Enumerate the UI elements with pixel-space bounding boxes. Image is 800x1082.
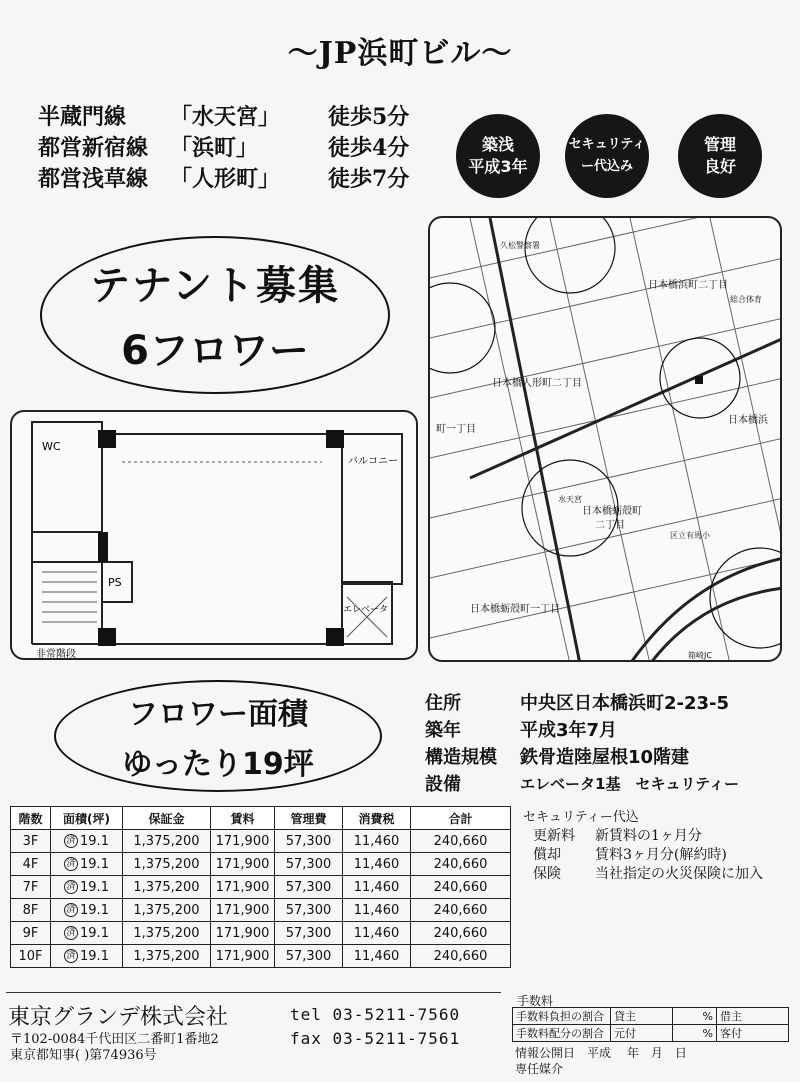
table-cell: 11,460: [343, 945, 411, 968]
notes-value: 新賃料の1ヶ月分: [595, 828, 702, 844]
fee-table: [512, 1007, 789, 1042]
table-cell: 240,660: [411, 945, 511, 968]
company-name: 東京グランデ株式会社: [8, 1005, 229, 1030]
table-cell: 240,660: [411, 922, 511, 945]
column-header: 消費税: [343, 807, 411, 830]
contracted-mark: 済: [64, 880, 78, 894]
badge-text: 良好: [703, 157, 736, 176]
info-key: 構造規模: [425, 747, 497, 768]
publication-block: [515, 1045, 687, 1077]
badge-management: [678, 114, 762, 198]
table-cell: 3F: [11, 830, 51, 853]
table-cell: 57,300: [275, 830, 343, 853]
info-key: 住所: [425, 693, 461, 714]
tenant-floors: 6フロワー: [121, 328, 309, 374]
table-cell: 171,900: [211, 945, 275, 968]
contracted-mark: 済: [64, 903, 78, 917]
table-cell: 11,460: [343, 899, 411, 922]
plan-label-stairs: 非常階段: [36, 649, 76, 660]
publication-date: 情報公開日 平成 年 月 日: [515, 1046, 687, 1060]
area-heading: フロワー面積: [128, 697, 308, 732]
map-label: 日本橋人形町二丁目: [492, 378, 582, 389]
table-cell: 57,300: [275, 945, 343, 968]
table-cell: 1,375,200: [123, 945, 211, 968]
area-oval: [54, 680, 382, 792]
area-map: [428, 216, 782, 662]
area-value: 19.1: [80, 856, 109, 872]
table-cell: 10F: [11, 945, 51, 968]
plan-label-ps: PS: [108, 576, 122, 589]
fee-cell: 借主: [717, 1008, 789, 1025]
map-label: 区立有馬小: [670, 531, 710, 540]
table-row: [11, 853, 511, 876]
table-cell: 240,660: [411, 876, 511, 899]
table-cell: 11,460: [343, 830, 411, 853]
table-row: [11, 899, 511, 922]
contact-block: [290, 1003, 460, 1051]
badge-text: 管理: [703, 135, 736, 154]
info-value: エレベータ1基 セキュリティー: [520, 775, 739, 793]
map-label: 二丁目: [595, 520, 625, 531]
table-cell: [51, 945, 123, 968]
fee-cell: 貸主: [611, 1008, 673, 1025]
area-value: 19.1: [80, 948, 109, 964]
info-row: [425, 744, 739, 771]
table-row: [11, 876, 511, 899]
column-header: 管理費: [275, 807, 343, 830]
notes-key: 償却: [533, 847, 561, 863]
map-label: 日本橋浜: [728, 415, 768, 426]
badge-text: 築浅: [481, 135, 514, 154]
map-label: 水天宮: [558, 495, 582, 504]
station-row: [38, 133, 409, 164]
info-key: 築年: [425, 720, 461, 741]
station-row: [38, 164, 409, 195]
floor-plan: [10, 410, 418, 660]
map-label: 日本橋蛎殻町: [582, 506, 642, 517]
contracted-mark: 済: [64, 926, 78, 940]
company-address: 〒102-0084千代田区二番町1番地2: [10, 1032, 219, 1047]
area-value: 19.1: [80, 833, 109, 849]
notes-row: [523, 827, 763, 846]
plan-label-balcony: バルコニー: [348, 456, 398, 467]
contracted-mark: 済: [64, 949, 78, 963]
tenant-heading: テナント募集: [90, 263, 340, 309]
station-walk: 徒歩7分: [328, 166, 410, 192]
fee-cell: %: [673, 1008, 717, 1025]
table-cell: [51, 853, 123, 876]
table-header-row: [11, 807, 511, 830]
notes-key: 保険: [533, 866, 561, 882]
terms-notes: [523, 808, 763, 884]
table-cell: 8F: [11, 899, 51, 922]
column-header: 階数: [11, 807, 51, 830]
table-cell: 240,660: [411, 899, 511, 922]
station-list: [38, 102, 409, 195]
property-info: [425, 690, 739, 798]
table-cell: 171,900: [211, 922, 275, 945]
area-value: 19.1: [80, 879, 109, 895]
notes-row: [523, 865, 763, 884]
table-cell: 1,375,200: [123, 853, 211, 876]
table-cell: 171,900: [211, 899, 275, 922]
station-name: 「人形町」: [170, 166, 281, 192]
plan-label-wc: WC: [42, 440, 61, 453]
info-key: 設備: [425, 774, 461, 795]
area-size: ゆったり19坪: [122, 747, 314, 782]
plan-label-elevator: エレベータ: [343, 605, 389, 615]
station-row: [38, 102, 409, 133]
floor-plan-drawing: [12, 412, 418, 660]
fee-row: [513, 1025, 789, 1042]
contracted-mark: 済: [64, 857, 78, 871]
rent-table: [10, 806, 511, 968]
notes-header: セキュリティー代込: [523, 810, 639, 825]
map-label: 総合体育: [730, 295, 762, 304]
badge-text: 平成3年: [468, 157, 528, 176]
table-cell: 57,300: [275, 853, 343, 876]
tel-number: tel 03-5211-7560: [290, 1005, 461, 1024]
area-value: 19.1: [80, 925, 109, 941]
map-label: 日本橋蛎殻町一丁目: [470, 604, 560, 615]
area-map-drawing: [430, 218, 782, 662]
badge-built: [456, 114, 540, 198]
table-cell: 1,375,200: [123, 922, 211, 945]
station-walk: 徒歩4分: [328, 135, 410, 161]
tenant-oval: [40, 236, 390, 394]
badge-text: ー代込み: [580, 159, 633, 174]
station-line: 都営浅草線: [38, 166, 149, 192]
info-row: [425, 771, 739, 798]
fee-label: 手数料配分の割合: [513, 1025, 611, 1042]
station-line: 半蔵門線: [38, 104, 127, 130]
table-cell: [51, 830, 123, 853]
table-cell: 171,900: [211, 830, 275, 853]
info-value: 平成3年7月: [520, 720, 618, 741]
info-row: [425, 690, 739, 717]
badge-text: セキュリティ: [568, 137, 646, 152]
table-cell: [51, 899, 123, 922]
table-cell: 11,460: [343, 853, 411, 876]
table-row: [11, 830, 511, 853]
table-cell: 171,900: [211, 853, 275, 876]
area-value: 19.1: [80, 902, 109, 918]
map-label: 町一丁目: [436, 424, 476, 435]
column-header: 保証金: [123, 807, 211, 830]
fee-cell: %: [673, 1025, 717, 1042]
info-row: [425, 717, 739, 744]
table-cell: 11,460: [343, 876, 411, 899]
fee-cell: 客付: [717, 1025, 789, 1042]
column-header: 合計: [411, 807, 511, 830]
table-cell: 57,300: [275, 899, 343, 922]
fax-number: fax 03-5211-7561: [290, 1029, 461, 1048]
page-title: ～JP浜町ビル～: [287, 36, 513, 71]
column-header: 面積(坪): [51, 807, 123, 830]
company-address-block: [10, 1032, 219, 1064]
table-cell: 11,460: [343, 922, 411, 945]
map-label: 箱崎JC: [688, 651, 712, 660]
info-value: 鉄骨造陸屋根10階建: [520, 747, 690, 768]
table-cell: 1,375,200: [123, 830, 211, 853]
table-cell: 1,375,200: [123, 899, 211, 922]
notes-value: 賃料3ヶ月分(解約時): [595, 847, 727, 863]
badge-security: [565, 114, 649, 198]
fee-label: 手数料負担の割合: [513, 1008, 611, 1025]
company-license: 東京都知事( )第74936号: [10, 1048, 157, 1063]
table-cell: 7F: [11, 876, 51, 899]
notes-key: 更新料: [533, 828, 575, 844]
footer-divider: [6, 992, 501, 993]
agency-type: 専任媒介: [515, 1062, 564, 1076]
station-name: 「水天宮」: [170, 104, 281, 130]
table-cell: [51, 922, 123, 945]
station-walk: 徒歩5分: [328, 104, 410, 130]
table-row: [11, 945, 511, 968]
table-cell: 1,375,200: [123, 876, 211, 899]
notes-row: [523, 846, 763, 865]
fee-cell: 元付: [611, 1025, 673, 1042]
table-cell: 57,300: [275, 922, 343, 945]
table-cell: 57,300: [275, 876, 343, 899]
notes-value: 当社指定の火災保険に加入: [595, 866, 763, 882]
column-header: 賃料: [211, 807, 275, 830]
fee-title: 手数料: [517, 994, 554, 1008]
map-label: 久松警察署: [500, 241, 540, 250]
info-value: 中央区日本橋浜町2-23-5: [520, 693, 730, 714]
station-line: 都営新宿線: [38, 135, 149, 161]
table-cell: 9F: [11, 922, 51, 945]
table-row: [11, 922, 511, 945]
table-cell: 171,900: [211, 876, 275, 899]
map-label: 日本橋浜町二丁目: [648, 280, 728, 291]
contracted-mark: 済: [64, 834, 78, 848]
station-name: 「浜町」: [170, 135, 259, 161]
table-cell: 240,660: [411, 830, 511, 853]
table-cell: [51, 876, 123, 899]
table-cell: 240,660: [411, 853, 511, 876]
fee-row: [513, 1008, 789, 1025]
table-cell: 4F: [11, 853, 51, 876]
